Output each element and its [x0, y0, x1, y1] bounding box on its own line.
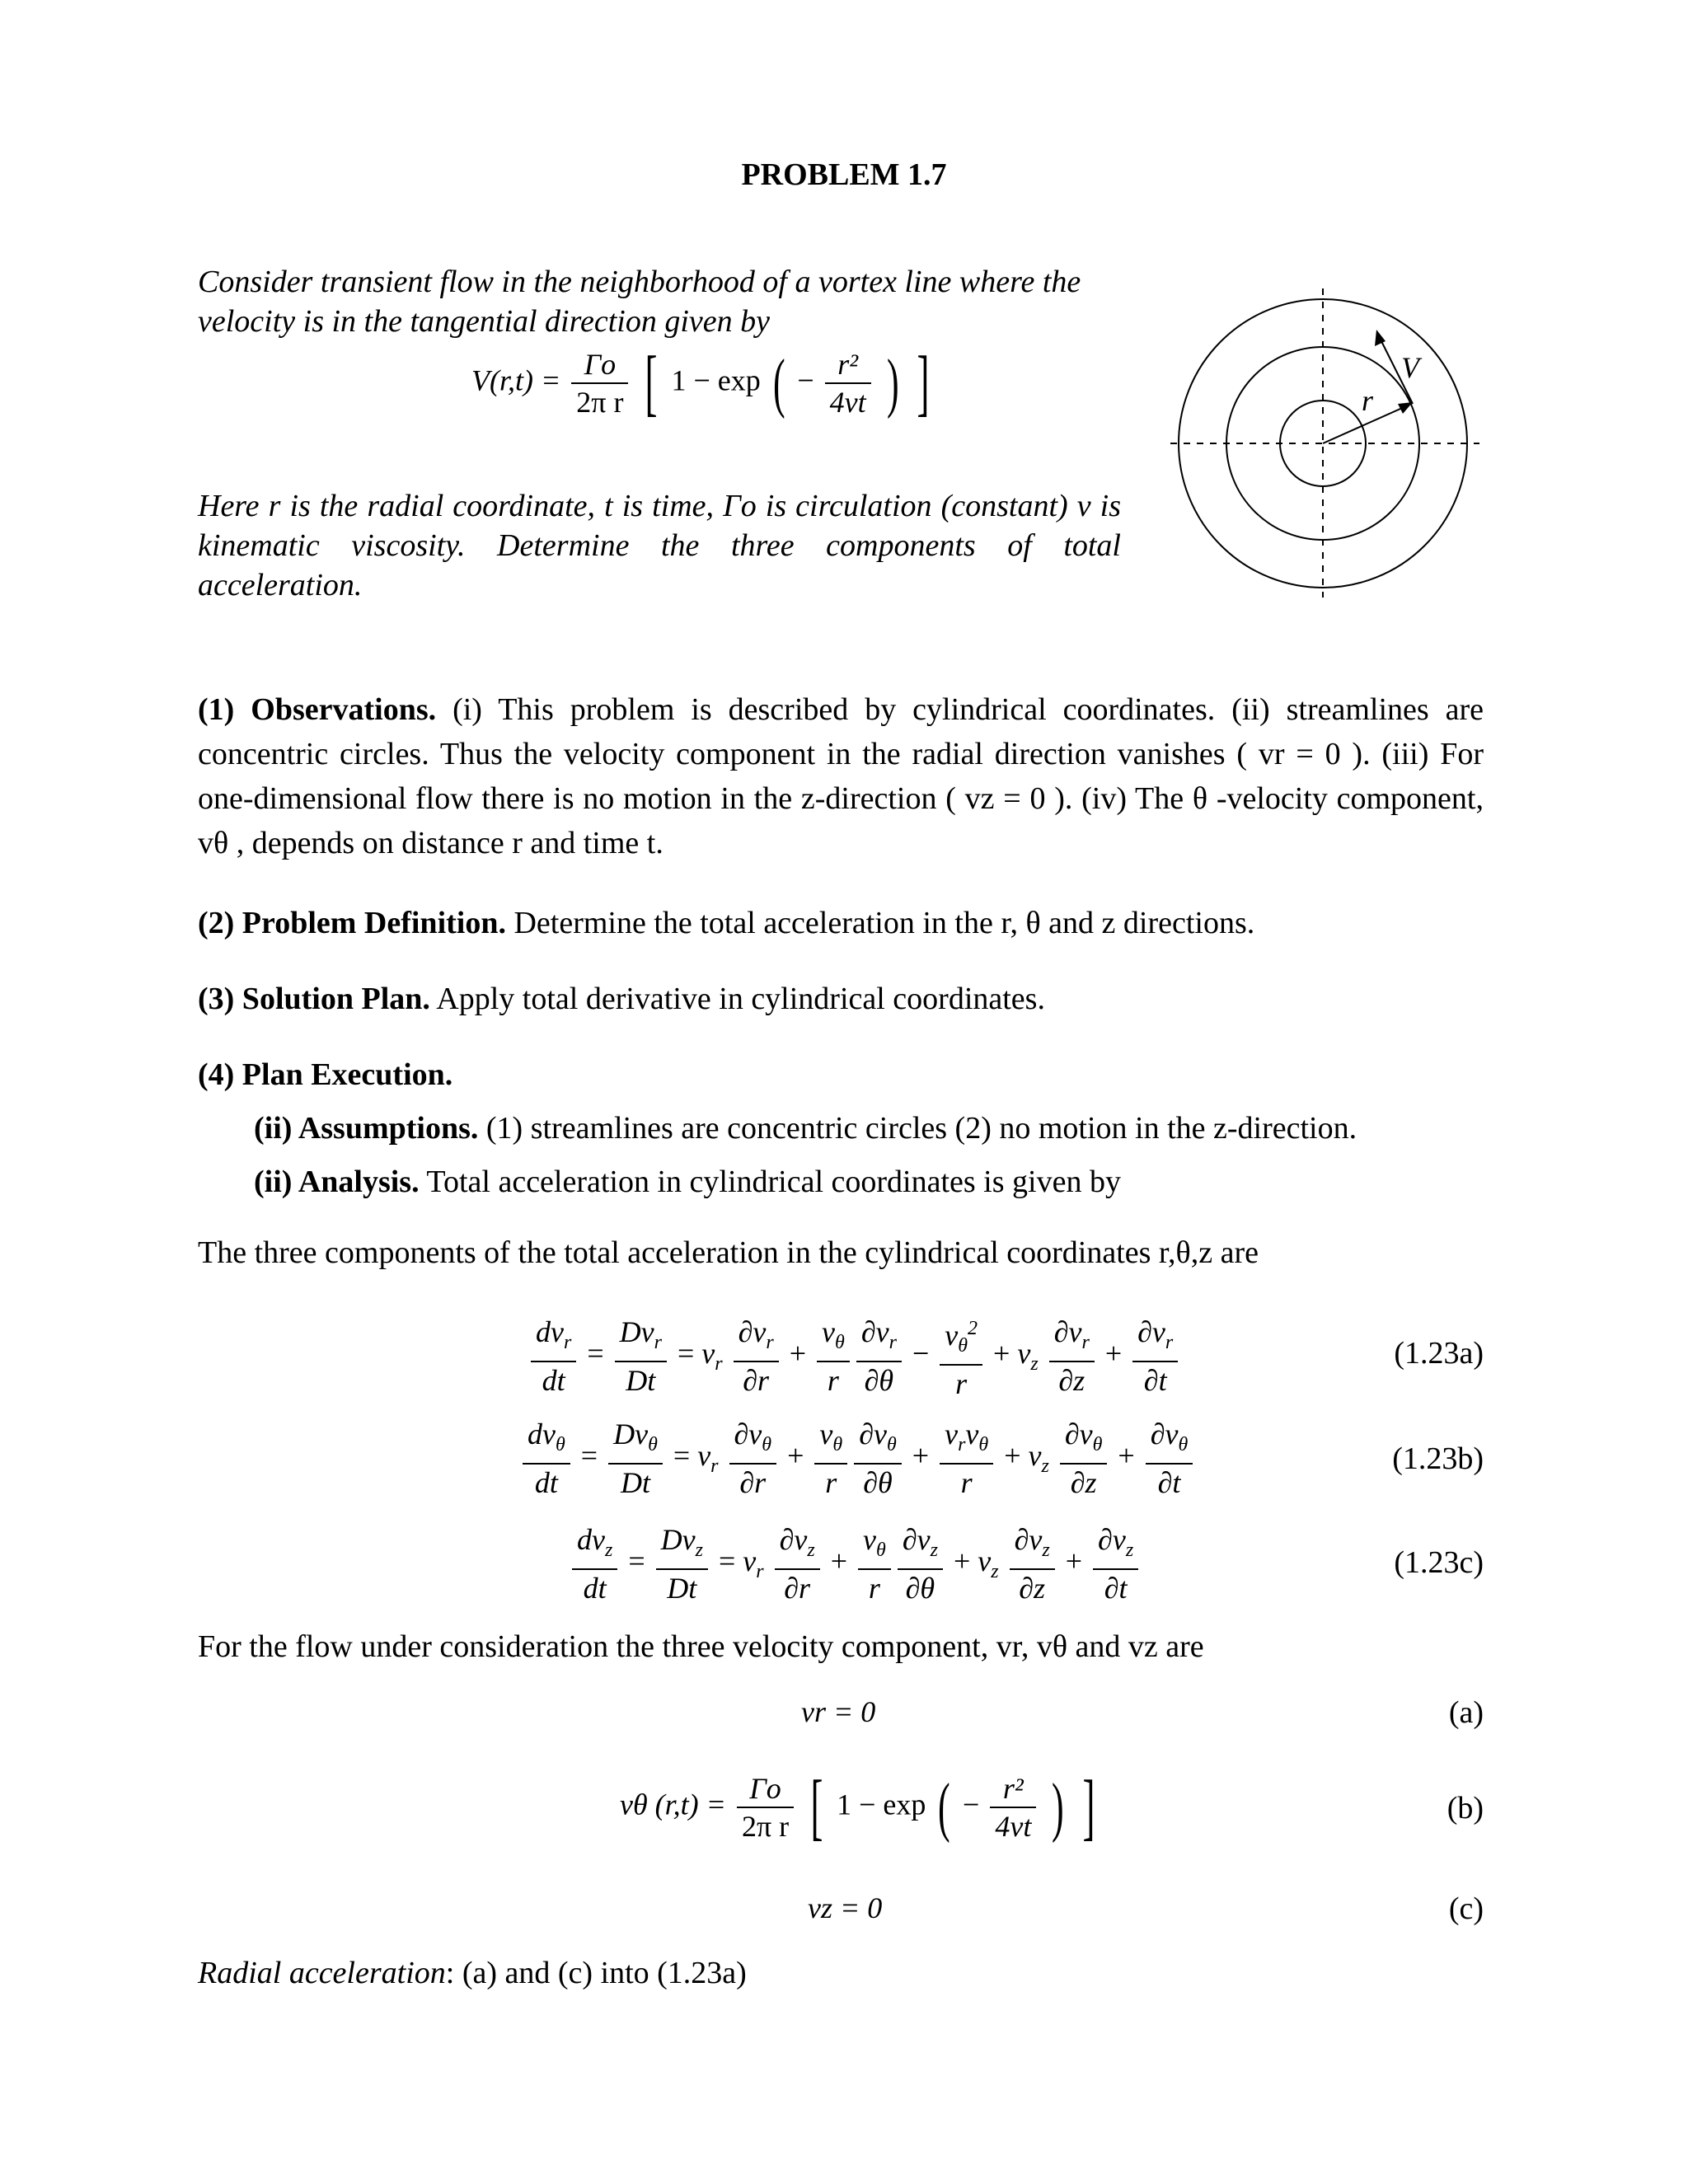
plan-paragraph [198, 979, 1484, 1019]
problem-statement [198, 262, 1137, 341]
equation-1-23c: $\frac{dv_z}{dt}$ = $\frac{Dv_z}{Dt}$ = $v_r$ $\frac{\partial v_z}{\partial r}$ + $\frac{v_\theta}{r}$ $\frac{\partial v_z}{\partial\theta}$ + $v_z$ $\frac{\partial v_z}{\partial z}$ + $\frac{\partial v_z}{\partial t}$ [569, 1521, 1142, 1606]
equation-1-23a: $\frac{dv_r}{dt}$ = $\frac{Dv_r}{Dt}$ = $v_r$ $\frac{\partial v_r}{\partial r}$ + $\frac{v_\theta}{r}$ $\frac{\partial v_r}{\partial\theta}$ − $\frac{v_\theta^2}{r}$ + $v_z$ $\frac{\partial v_r}{\partial z}$ + $\frac{\partial v_r}{\partial t}$ [528, 1310, 1181, 1402]
left-paren: ( [772, 347, 785, 419]
definition-text: Determine the total acceleration in the r, θ and z directions. [505, 906, 1255, 940]
eq-one-exp: 1 − exp [671, 363, 761, 397]
page-title: PROBLEM 1.7 [741, 157, 947, 192]
radial-label: Radial acceleration [198, 1956, 446, 1990]
observations-text: (i) This problem is described by cylindrical coordinates. (ii) streamlines are concentric circles. Thus the velocity component in the radial direction vanishes ( vr = 0 ). (iii) For one-dimensional flow there is no motion in the z-direction ( vz = 0 ). (iv) The θ -velocity component, vθ , depends on distance r and time t. [198, 692, 1484, 860]
definition-paragraph [198, 903, 1484, 943]
left-bracket: [ [645, 342, 658, 424]
radial-text: : (a) and (c) into (1.23a) [445, 1956, 747, 1990]
label-b: (b) [1447, 1791, 1484, 1825]
observations-paragraph [198, 687, 1484, 865]
velocity-arrowhead [1375, 330, 1386, 346]
label-V: V [1401, 351, 1419, 384]
assumptions-paragraph [254, 1108, 1490, 1148]
analysis-heading: (ii) Analysis. [254, 1165, 420, 1199]
eq-gamma: Γo [571, 346, 628, 384]
three-components-text: The three components of the total acceleration in the cylindrical coordinates r,θ,z are [198, 1235, 1259, 1270]
velocity-equation [471, 342, 935, 424]
vr-equation: vr = 0 [801, 1695, 876, 1728]
plan-heading: (3) Solution Plan. [198, 982, 430, 1016]
problem-line-1: Consider transient flow in the neighborhood of a vortex line where the [198, 265, 1081, 299]
eq-lhs: V(r,t) = [471, 363, 561, 397]
radius-arrowhead [1398, 402, 1413, 414]
eq-4vt: 4vt [829, 386, 866, 419]
analysis-text: Total acceleration in cylindrical coordinates is given by [419, 1165, 1121, 1199]
right-paren: ) [886, 347, 899, 419]
eq-exponent-fraction [825, 346, 871, 420]
label-c: (c) [1448, 1891, 1484, 1926]
vtheta-lhs: vθ (r,t) = [620, 1788, 726, 1821]
eq-minus: − [797, 363, 814, 397]
eq-fraction [571, 346, 628, 420]
label-r: r [1362, 384, 1374, 417]
equation-number-a: (1.23a) [1394, 1336, 1484, 1371]
eq-denominator: 2π r [576, 386, 624, 419]
plan-text: Apply total derivative in cylindrical coordinates. [429, 982, 1045, 1016]
problem-here-text: Here r is the radial coordinate, t is time, Γo is circulation (constant) v is kinematic viscosity. Determine the three components of total acceleration. [198, 489, 1121, 602]
assumptions-text: (1) streamlines are concentric circles (2) no motion in the z-direction. [478, 1111, 1357, 1146]
vtheta-equation: vθ (r,t) = $\frac{\Gamma o}{\text{2π r}}$ [ 1 − exp ( − $\frac{\text{r²}}{4vt}$ ) ] [620, 1766, 1095, 1848]
problem-line-2: velocity is in the tangential direction given by [198, 304, 771, 339]
for-flow-text: For the flow under consideration the three velocity component, vr, vθ and vz are [198, 1629, 1204, 1664]
vortex-figure [1154, 272, 1484, 602]
equation-1-23b: $\frac{dv_\theta}{dt}$ = $\frac{Dv_\theta}{Dt}$ = $v_r$ $\frac{\partial v_\theta}{\partial r}$ + $\frac{v_\theta}{r}$ $\frac{\partial v_\theta}{\partial\theta}$ + $\frac{v_rv_\theta}{r}$ + $v_z$ $\frac{\partial v_\theta}{\partial z}$ + $\frac{\partial v_\theta}{\partial t}$ [519, 1416, 1196, 1501]
assumptions-heading: (ii) Assumptions. [254, 1111, 479, 1146]
equation-number-c: (1.23c) [1394, 1545, 1484, 1580]
execution-heading: (4) Plan Execution. [198, 1057, 453, 1092]
vz-equation: vz = 0 [808, 1891, 883, 1924]
radial-acceleration-paragraph [198, 1953, 1484, 1993]
equation-number-b: (1.23b) [1392, 1441, 1484, 1476]
right-bracket: ] [917, 342, 930, 424]
definition-heading: (2) Problem Definition. [198, 906, 506, 940]
observations-heading: (1) Observations. [198, 692, 437, 727]
analysis-paragraph [254, 1162, 1490, 1202]
label-a: (a) [1448, 1695, 1484, 1730]
eq-r2: r² [825, 346, 871, 384]
